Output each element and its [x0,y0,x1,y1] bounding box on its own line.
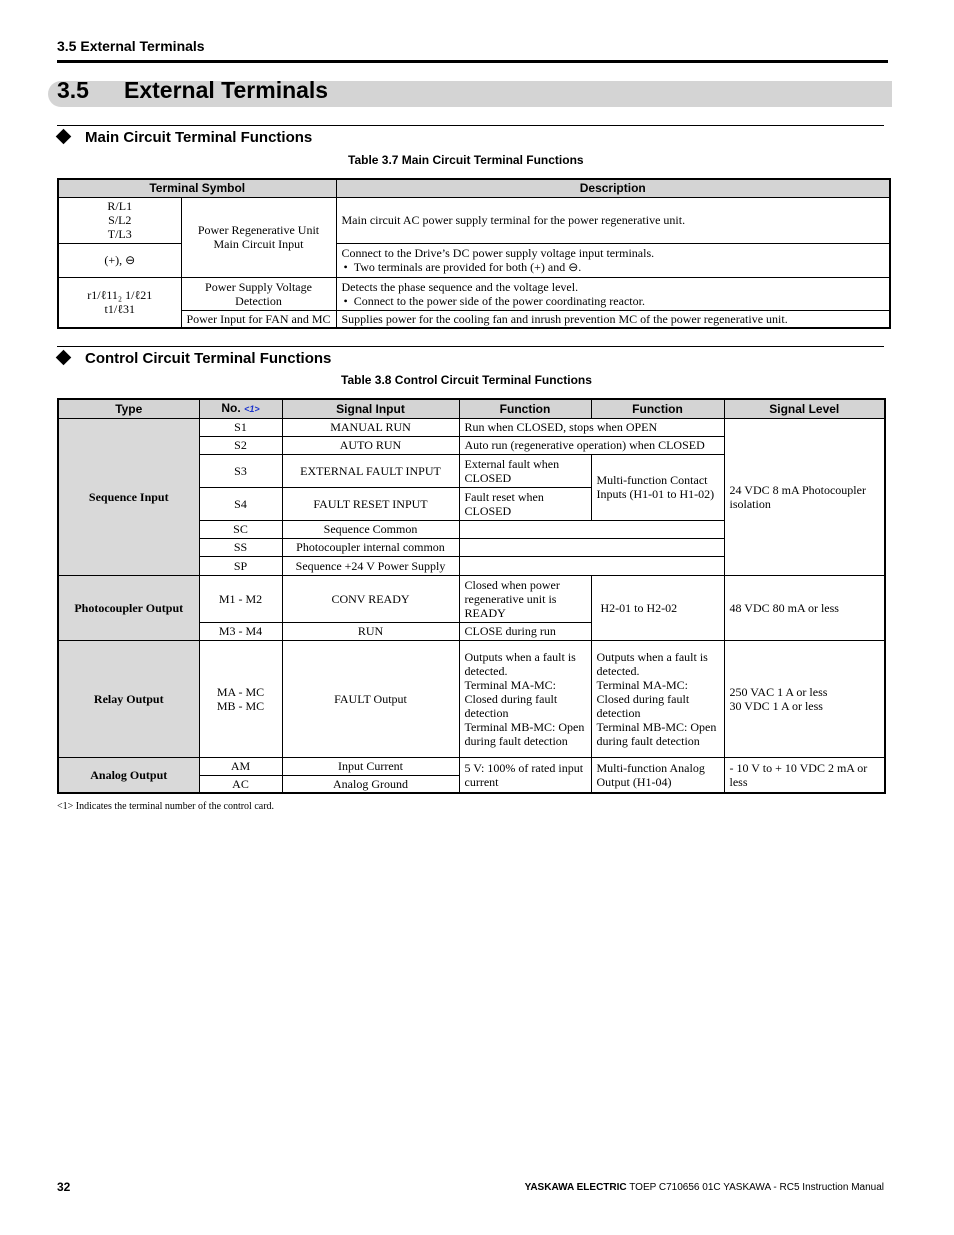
signal-level-line: 30 VDC 1 A or less [729,698,823,713]
terminal-symbol-cell [58,197,181,243]
function-cell: 5 V: 100% of rated input current [459,757,591,793]
running-header: 3.5 External Terminals [57,38,205,54]
signal-input: Sequence +24 V Power Supply [282,556,459,575]
terminal-no: S3 [199,454,282,487]
column-header-terminal-symbol: Terminal Symbol [58,179,336,197]
terminal-name-cell: Power Supply Voltage Detection [181,277,336,310]
main-circuit-heading: Main Circuit Terminal Functions [85,129,313,146]
column-header-signal-input: Signal Input [282,399,459,418]
function-cell [459,556,724,575]
terminal-no: M1 - M2 [199,575,282,622]
signal-level-cell [724,640,885,757]
column-header-type: Type [58,399,199,418]
function-cell [459,640,591,757]
diamond-bullet-icon [56,350,72,366]
description-cell [336,277,890,310]
signal-input: Photocoupler internal common [282,538,459,556]
bullet-icon: • [343,293,348,308]
terminal-symbol: r1/ℓ11₂ 1/ℓ21 [87,288,153,303]
signal-input: MANUAL RUN [282,418,459,436]
signal-input: CONV READY [282,575,459,622]
column-header-function: Function [459,399,591,418]
signal-input: FAULT Output [282,640,459,757]
terminal-no: SC [199,520,282,538]
table-3-7-caption: Table 3.7 Main Circuit Terminal Functions [348,153,584,167]
terminal-no: S1 [199,418,282,436]
signal-level-cell: 24 VDC 8 mA Photocoupler isolation [724,418,885,575]
column-header-signal-level: Signal Level [724,399,885,418]
header-rule [57,60,888,63]
description-text: Detects the phase sequence and the voltage level. [341,279,579,294]
type-cell-sequence-input: Sequence Input [58,418,199,575]
signal-level-line: 250 VAC 1 A or less [729,684,828,699]
subsection-rule [57,125,884,126]
footer-brand: YASKAWA ELECTRIC [524,1182,627,1193]
function-cell: Auto run (regenerative operation) when CLOSED [459,436,724,454]
main-circuit-table [57,178,891,329]
table-footnote: <1> Indicates the terminal number of the control card. [57,801,275,812]
function-cell: Fault reset when CLOSED [459,487,591,520]
terminal-no: S4 [199,487,282,520]
column-header-function-2: Function [591,399,724,418]
section-title: External Terminals [124,77,329,103]
page-number: 32 [57,1180,71,1194]
signal-input: Input Current [282,757,459,775]
function-cell: Closed when power regenerative unit is READY [459,575,591,622]
terminal-no-line: MB - MC [216,698,265,713]
terminal-symbol: t1/ℓ31 [104,302,135,317]
bullet-text: Two terminals are provided for both (+) and ⊖. [353,260,582,274]
control-circuit-table [57,398,886,794]
description-cell: Main circuit AC power supply terminal for the power regenerative unit. [336,197,890,243]
function-line: Terminal MB-MC: Open during fault detection [464,719,585,748]
signal-input: Sequence Common [282,520,459,538]
signal-input: AUTO RUN [282,436,459,454]
no-label: No. [221,401,241,416]
terminal-no [199,640,282,757]
column-header-no [199,399,282,418]
signal-input: FAULT RESET INPUT [282,487,459,520]
signal-input: Analog Ground [282,775,459,793]
subsection-rule [57,346,884,347]
footnote-ref-link[interactable]: <1> [244,404,260,415]
function-cell-2 [591,640,724,757]
signal-level-cell: 48 VDC 80 mA or less [724,575,885,640]
terminal-no: AM [199,757,282,775]
function-line: Terminal MA-MC: Closed during fault detection [464,677,558,720]
signal-level-cell: - 10 V to + 10 VDC 2 mA or less [724,757,885,793]
function-line: Terminal MA-MC: Closed during fault detection [596,677,690,720]
function-line: Outputs when a fault is detected. [464,649,576,678]
function-line: Outputs when a fault is detected. [596,649,708,678]
type-cell-relay-output: Relay Output [58,640,199,757]
description-text: Connect to the Drive’s DC power supply voltage input terminals. [341,246,655,260]
multi-function-cell: Multi-function Analog Output (H1-04) [591,757,724,793]
terminal-no: SS [199,538,282,556]
description-bullet [342,260,885,274]
signal-input: EXTERNAL FAULT INPUT [282,454,459,487]
terminal-symbol: T/L3 [107,227,132,241]
type-cell-photocoupler-output: Photocoupler Output [58,575,199,640]
column-header-description: Description [336,179,890,197]
footer-text [525,1182,884,1193]
terminal-symbol: R/L1 [107,199,133,213]
description-cell: Supplies power for the cooling fan and inrush prevention MC of the power regenerative unit. [336,310,890,328]
signal-input: RUN [282,622,459,640]
section-number: 3.5 [57,77,89,103]
bullet-text: Connect to the power side of the power coordinating reactor. [353,293,645,308]
terminal-no: AC [199,775,282,793]
function-cell: CLOSE during run [459,622,591,640]
multi-function-cell: H2-01 to H2-02 [591,575,724,640]
multi-function-cell: Multi-function Contact Inputs (H1-01 to H1-02) [591,454,724,520]
terminal-no-line: MA - MC [216,684,265,699]
function-cell [459,520,724,538]
control-circuit-heading: Control Circuit Terminal Functions [85,350,332,367]
terminal-symbol-cell [58,277,181,328]
description-bullet [342,294,885,308]
table-3-8-caption: Table 3.8 Control Circuit Terminal Functions [341,373,592,387]
terminal-name-cell: Power Input for FAN and MC [181,310,336,328]
footer-document-id: TOEP C710656 01C YASKAWA - RC5 Instruction Manual [626,1182,884,1193]
function-cell: External fault when CLOSED [459,454,591,487]
terminal-no: S2 [199,436,282,454]
terminal-name-cell: Power Regenerative Unit Main Circuit Input [181,197,336,277]
description-cell [336,243,890,277]
function-line: Terminal MB-MC: Open during fault detection [596,719,717,748]
function-cell: Run when CLOSED, stops when OPEN [459,418,724,436]
terminal-no: SP [199,556,282,575]
terminal-symbol-cell: (+), ⊖ [58,243,181,277]
terminal-no: M3 - M4 [199,622,282,640]
bullet-icon: • [343,260,348,274]
type-cell-analog-output: Analog Output [58,757,199,793]
function-cell [459,538,724,556]
diamond-bullet-icon [56,129,72,145]
terminal-symbol: S/L2 [108,213,132,227]
